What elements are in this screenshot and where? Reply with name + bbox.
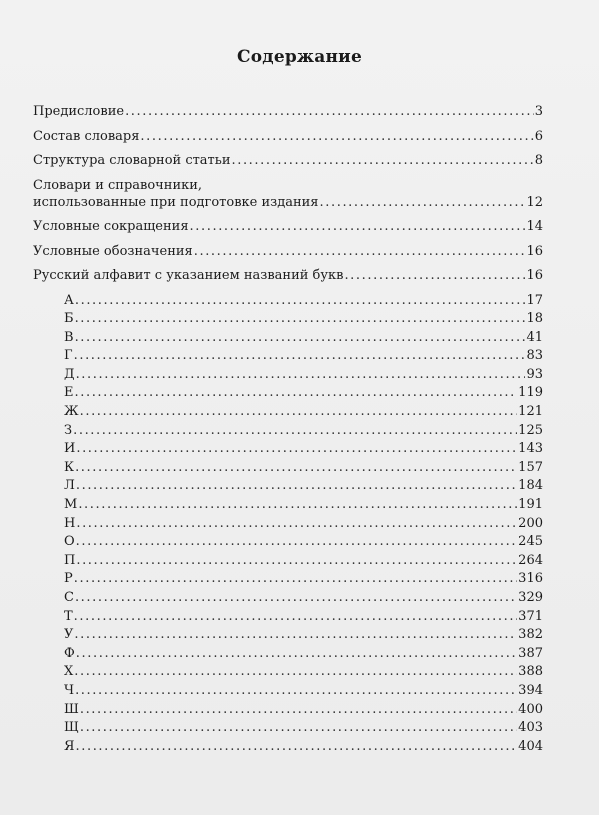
toc-entry-preface bbox=[33, 103, 543, 120]
dot-leader bbox=[74, 570, 517, 589]
dot-leader bbox=[80, 701, 517, 720]
toc-letter-label: Д bbox=[64, 366, 75, 382]
toc-letter-page: 157 bbox=[518, 459, 543, 475]
toc-letter-page: 191 bbox=[518, 497, 543, 513]
toc-letter-label: Л bbox=[64, 478, 75, 494]
toc-entry-structure bbox=[33, 152, 543, 169]
dot-leader bbox=[76, 515, 517, 534]
toc-entry-label: использованные при подготовке издания bbox=[33, 194, 319, 210]
toc-letter-label: Г bbox=[64, 348, 73, 364]
toc-letter-entry bbox=[33, 477, 543, 496]
toc-entry-references bbox=[33, 177, 543, 211]
toc-letter-label: Х bbox=[64, 664, 74, 680]
toc-letter-label: З bbox=[64, 422, 73, 438]
toc-letter-label: О bbox=[64, 534, 75, 550]
toc-letter-entry bbox=[33, 310, 543, 329]
toc-letter-page: 400 bbox=[518, 701, 543, 717]
toc-letter-page: 121 bbox=[518, 404, 543, 420]
toc-entry-symbols bbox=[33, 243, 543, 260]
toc-letter-label: Ж bbox=[64, 404, 79, 420]
dot-leader bbox=[74, 608, 518, 627]
toc-letter-entry bbox=[33, 738, 543, 757]
toc-letter-page: 200 bbox=[518, 515, 543, 531]
toc-entry-label: Условные обозначения bbox=[33, 243, 193, 259]
toc-letter-page: 17 bbox=[526, 292, 543, 308]
toc-letter-entry bbox=[33, 608, 543, 627]
toc-letter-label: А bbox=[64, 292, 74, 308]
toc-letter-page: 41 bbox=[526, 329, 543, 345]
dot-leader bbox=[75, 384, 518, 403]
dot-leader bbox=[75, 292, 526, 311]
toc-letter-entry bbox=[33, 496, 543, 515]
dot-leader bbox=[75, 310, 526, 329]
dot-leader bbox=[320, 194, 526, 211]
toc-letter-entry bbox=[33, 384, 543, 403]
dot-leader bbox=[73, 422, 517, 441]
toc-entry-label: Состав словаря bbox=[33, 128, 140, 144]
toc-letter-label: Б bbox=[64, 311, 74, 327]
toc-letter-entry bbox=[33, 403, 543, 422]
toc-letter-entry bbox=[33, 515, 543, 534]
dot-leader bbox=[75, 589, 517, 608]
dot-leader bbox=[74, 663, 517, 682]
dot-leader bbox=[78, 496, 517, 515]
toc-entry-page: 16 bbox=[526, 243, 543, 259]
toc-letter-label: Ш bbox=[64, 701, 79, 717]
toc-letter-page: 403 bbox=[518, 720, 543, 736]
toc-letter-label: К bbox=[64, 459, 75, 475]
dot-leader bbox=[74, 347, 526, 366]
toc-letter-page: 387 bbox=[518, 645, 543, 661]
toc-letter-label: Ф bbox=[64, 645, 75, 661]
table-of-contents bbox=[33, 103, 543, 756]
toc-letter-page: 329 bbox=[518, 590, 543, 605]
toc-letter-entry bbox=[33, 366, 543, 385]
toc-entry-label: Предисловие bbox=[33, 104, 125, 119]
dot-leader bbox=[231, 152, 533, 169]
toc-entry-label: Условные сокращения bbox=[33, 219, 189, 234]
toc-entry-label: Русский алфавит с указанием названий букв bbox=[33, 268, 344, 283]
letter-sections-list bbox=[33, 292, 543, 757]
toc-letter-page: 264 bbox=[518, 552, 543, 568]
toc-letter-entry bbox=[33, 626, 543, 645]
toc-letter-label: Р bbox=[64, 571, 73, 587]
toc-letter-page: 18 bbox=[526, 311, 543, 327]
toc-entry-label-line1: Словари и справочники, bbox=[33, 177, 203, 193]
toc-letter-label: Щ bbox=[64, 720, 79, 736]
toc-letter-entry bbox=[33, 645, 543, 664]
toc-letter-label: С bbox=[64, 590, 74, 605]
toc-letter-label: Е bbox=[64, 385, 74, 401]
toc-letter-page: 125 bbox=[518, 422, 543, 438]
toc-letter-entry bbox=[33, 329, 543, 348]
dot-leader bbox=[140, 128, 533, 145]
toc-letter-entry bbox=[33, 589, 543, 608]
toc-letter-label: Я bbox=[64, 738, 75, 754]
dot-leader bbox=[76, 533, 518, 552]
dot-leader bbox=[76, 477, 517, 496]
toc-letter-label: П bbox=[64, 552, 76, 568]
toc-letter-page: 93 bbox=[526, 366, 543, 382]
toc-letter-entry bbox=[33, 701, 543, 720]
toc-entry-page: 14 bbox=[526, 219, 543, 234]
toc-letter-page: 388 bbox=[518, 664, 543, 680]
toc-entry-composition bbox=[33, 128, 543, 145]
toc-letter-entry bbox=[33, 719, 543, 738]
toc-letter-page: 404 bbox=[518, 738, 543, 754]
toc-letter-page: 394 bbox=[518, 682, 543, 698]
toc-entry-page: 3 bbox=[534, 104, 543, 119]
dot-leader bbox=[80, 719, 517, 738]
toc-letter-label: Т bbox=[64, 608, 73, 624]
toc-letter-page: 371 bbox=[518, 608, 543, 624]
toc-entry-page: 6 bbox=[534, 128, 543, 144]
toc-letter-entry bbox=[33, 552, 543, 571]
toc-entry-abbreviations bbox=[33, 218, 543, 235]
toc-letter-entry bbox=[33, 440, 543, 459]
dot-leader bbox=[76, 738, 518, 757]
toc-letter-entry bbox=[33, 422, 543, 441]
toc-entry-label: Структура словарной статьи bbox=[33, 153, 231, 168]
dot-leader bbox=[125, 103, 534, 120]
toc-letter-entry bbox=[33, 459, 543, 478]
dot-leader bbox=[75, 682, 517, 701]
dot-leader bbox=[76, 440, 517, 459]
dot-leader bbox=[190, 218, 526, 235]
dot-leader bbox=[80, 403, 518, 422]
toc-letter-page: 143 bbox=[518, 441, 543, 457]
toc-letter-label: М bbox=[64, 497, 78, 513]
toc-letter-entry bbox=[33, 570, 543, 589]
page-title: Содержание bbox=[237, 47, 362, 67]
toc-letter-page: 382 bbox=[518, 627, 543, 643]
toc-letter-label: У bbox=[64, 627, 74, 643]
toc-entry-alphabet bbox=[33, 267, 543, 284]
toc-letter-label: В bbox=[64, 329, 74, 345]
dot-leader bbox=[194, 243, 526, 260]
toc-entry-page: 8 bbox=[534, 153, 543, 168]
dot-leader bbox=[76, 552, 517, 571]
toc-entry-references-line2 bbox=[33, 194, 543, 211]
dot-leader bbox=[344, 267, 525, 284]
toc-letter-page: 245 bbox=[518, 534, 543, 550]
toc-entry-page: 12 bbox=[526, 194, 543, 210]
toc-letter-label: Н bbox=[64, 515, 76, 531]
dot-leader bbox=[76, 645, 517, 664]
dot-leader bbox=[74, 626, 517, 645]
toc-entry-page: 16 bbox=[526, 268, 543, 283]
toc-letter-page: 83 bbox=[526, 348, 543, 364]
toc-letter-page: 119 bbox=[518, 385, 543, 401]
toc-letter-label: И bbox=[64, 441, 76, 457]
toc-letter-entry bbox=[33, 663, 543, 682]
dot-leader bbox=[75, 459, 517, 478]
dot-leader bbox=[76, 366, 526, 385]
toc-letter-entry bbox=[33, 682, 543, 701]
dot-leader bbox=[75, 329, 526, 348]
toc-letter-entry bbox=[33, 292, 543, 311]
toc-letter-entry bbox=[33, 533, 543, 552]
toc-letter-page: 316 bbox=[518, 571, 543, 587]
toc-letter-label: Ч bbox=[64, 682, 75, 698]
toc-letter-page: 184 bbox=[518, 478, 543, 494]
toc-letter-entry bbox=[33, 347, 543, 366]
